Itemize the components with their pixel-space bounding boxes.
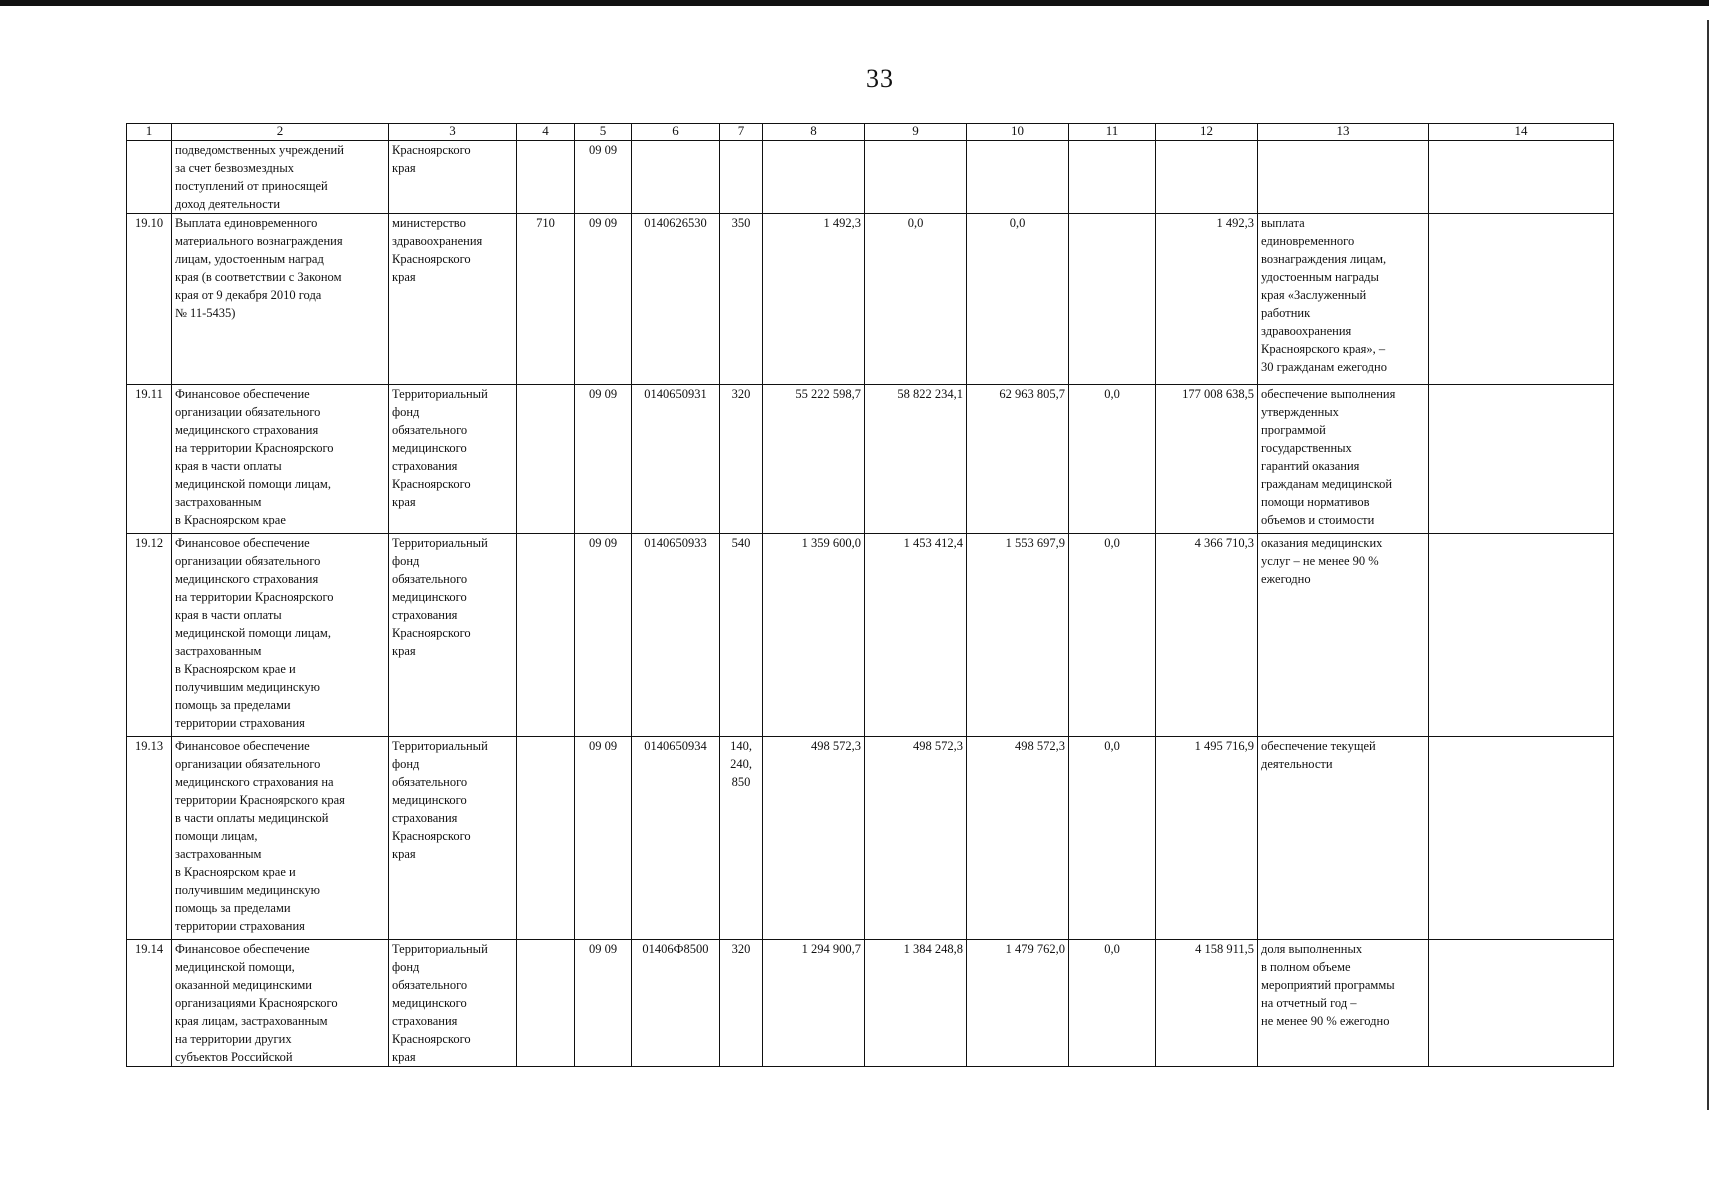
grbs-code [517, 737, 575, 940]
csr-code: 01406Ф8500 [632, 940, 720, 1067]
column-header: 7 [720, 124, 763, 141]
amount-year-2 [865, 141, 967, 214]
column-11-value: 0,0 [1069, 534, 1156, 737]
column-header: 12 [1156, 124, 1258, 141]
column-14-value [1429, 385, 1614, 534]
column-header: 1 [127, 124, 172, 141]
measure-description: Финансовое обеспечение организации обязательного медицинского страхования на территории Красноярского края в части оплаты медицинской помощи лицам, застрахованным в Красноярском крае и получившим медицинскую помощь за пределами территории страхования [172, 534, 389, 737]
column-14-value [1429, 534, 1614, 737]
row-number: 19.12 [127, 534, 172, 737]
column-header: 9 [865, 124, 967, 141]
csr-code: 0140650931 [632, 385, 720, 534]
administrator: Территориальный фонд обязательного медицинского страхования Красноярского края [389, 737, 517, 940]
column-header: 13 [1258, 124, 1429, 141]
csr-code: 0140626530 [632, 214, 720, 385]
amount-year-1: 55 222 598,7 [763, 385, 865, 534]
amount-year-2: 1 384 248,8 [865, 940, 967, 1067]
expected-result: оказания медицинских услуг – не менее 90 % ежегодно [1258, 534, 1429, 737]
expected-result: обеспечение выполнения утвержденных программой государственных гарантий оказания гражданам медицинской помощи нормативов объемов и стоимости [1258, 385, 1429, 534]
csr-code: 0140650934 [632, 737, 720, 940]
amount-year-2: 1 453 412,4 [865, 534, 967, 737]
amount-year-1 [763, 141, 865, 214]
rzpr-code: 09 09 [575, 141, 632, 214]
amount-year-3: 498 572,3 [967, 737, 1069, 940]
rzpr-code: 09 09 [575, 385, 632, 534]
amount-year-3 [967, 141, 1069, 214]
administrator: Территориальный фонд обязательного медицинского страхования Красноярского края [389, 940, 517, 1067]
expected-result [1258, 141, 1429, 214]
administrator: министерство здравоохранения Красноярского края [389, 214, 517, 385]
grbs-code [517, 141, 575, 214]
vr-code [720, 141, 763, 214]
column-14-value [1429, 940, 1614, 1067]
column-11-value [1069, 214, 1156, 385]
vr-code: 320 [720, 385, 763, 534]
measure-description: Финансовое обеспечение медицинской помощи, оказанной медицинскими организациями Красноярского края лицам, застрахованным на территории других субъектов Российской [172, 940, 389, 1067]
measure-description: Финансовое обеспечение организации обязательного медицинского страхования на территории Красноярского края в части оплаты медицинской помощи лицам, застрахованным в Красноярском крае [172, 385, 389, 534]
amount-year-3: 62 963 805,7 [967, 385, 1069, 534]
grbs-code [517, 940, 575, 1067]
row-number: 19.14 [127, 940, 172, 1067]
measure-description: подведомственных учреждений за счет безвозмездных поступлений от приносящей доход деятельности [172, 141, 389, 214]
column-header: 14 [1429, 124, 1614, 141]
rzpr-code: 09 09 [575, 940, 632, 1067]
column-11-value [1069, 141, 1156, 214]
row-number: 19.13 [127, 737, 172, 940]
amount-total [1156, 141, 1258, 214]
grbs-code [517, 534, 575, 737]
row-number: 19.11 [127, 385, 172, 534]
expected-result: выплата единовременного вознаграждения лицам, удостоенным награды края «Заслуженный работник здравоохранения Красноярского края», – 30 гражданам ежегодно [1258, 214, 1429, 385]
amount-total: 4 158 911,5 [1156, 940, 1258, 1067]
rzpr-code: 09 09 [575, 737, 632, 940]
vr-code: 350 [720, 214, 763, 385]
csr-code [632, 141, 720, 214]
amount-year-2: 0,0 [865, 214, 967, 385]
table-row [127, 534, 1614, 737]
table-row [127, 940, 1614, 1067]
vr-code: 320 [720, 940, 763, 1067]
amount-total: 4 366 710,3 [1156, 534, 1258, 737]
amount-total: 1 495 716,9 [1156, 737, 1258, 940]
column-header: 11 [1069, 124, 1156, 141]
page-number: 33 [866, 64, 894, 93]
column-11-value: 0,0 [1069, 385, 1156, 534]
administrator: Территориальный фонд обязательного медицинского страхования Красноярского края [389, 385, 517, 534]
grbs-code [517, 385, 575, 534]
amount-year-3: 1 479 762,0 [967, 940, 1069, 1067]
amount-year-2: 58 822 234,1 [865, 385, 967, 534]
table-row [127, 141, 1614, 214]
row-number [127, 141, 172, 214]
csr-code: 0140650933 [632, 534, 720, 737]
measure-description: Финансовое обеспечение организации обязательного медицинского страхования на территории Красноярского края в части оплаты медицинской помощи лицам, застрахованным в Красноярском крае и получившим медицинскую помощь за пределами территории страхования [172, 737, 389, 940]
table-row [127, 737, 1614, 940]
vr-code: 540 [720, 534, 763, 737]
column-header: 8 [763, 124, 865, 141]
column-header: 2 [172, 124, 389, 141]
column-14-value [1429, 141, 1614, 214]
column-14-value [1429, 214, 1614, 385]
column-11-value: 0,0 [1069, 737, 1156, 940]
amount-year-3: 1 553 697,9 [967, 534, 1069, 737]
expected-result: обеспечение текущей деятельности [1258, 737, 1429, 940]
column-14-value [1429, 737, 1614, 940]
column-header: 5 [575, 124, 632, 141]
amount-year-1: 498 572,3 [763, 737, 865, 940]
amount-year-1: 1 359 600,0 [763, 534, 865, 737]
amount-year-3: 0,0 [967, 214, 1069, 385]
rzpr-code: 09 09 [575, 214, 632, 385]
column-header: 10 [967, 124, 1069, 141]
rzpr-code: 09 09 [575, 534, 632, 737]
column-11-value: 0,0 [1069, 940, 1156, 1067]
column-number-row [127, 124, 1614, 141]
administrator: Территориальный фонд обязательного медицинского страхования Красноярского края [389, 534, 517, 737]
vr-code: 140, 240, 850 [720, 737, 763, 940]
amount-total: 1 492,3 [1156, 214, 1258, 385]
top-border-rule [0, 0, 1709, 6]
administrator: Красноярского края [389, 141, 517, 214]
column-header: 6 [632, 124, 720, 141]
amount-total: 177 008 638,5 [1156, 385, 1258, 534]
column-header: 3 [389, 124, 517, 141]
amount-year-2: 498 572,3 [865, 737, 967, 940]
table-row [127, 385, 1614, 534]
budget-table [126, 123, 1614, 1067]
column-header: 4 [517, 124, 575, 141]
amount-year-1: 1 492,3 [763, 214, 865, 385]
amount-year-1: 1 294 900,7 [763, 940, 865, 1067]
table-row [127, 214, 1614, 385]
grbs-code: 710 [517, 214, 575, 385]
expected-result: доля выполненных в полном объеме мероприятий программы на отчетный год – не менее 90 % ежегодно [1258, 940, 1429, 1067]
measure-description: Выплата единовременного материального вознаграждения лицам, удостоенным наград края (в соответствии с Законом края от 9 декабря 2010 года № 11-5435) [172, 214, 389, 385]
row-number: 19.10 [127, 214, 172, 385]
